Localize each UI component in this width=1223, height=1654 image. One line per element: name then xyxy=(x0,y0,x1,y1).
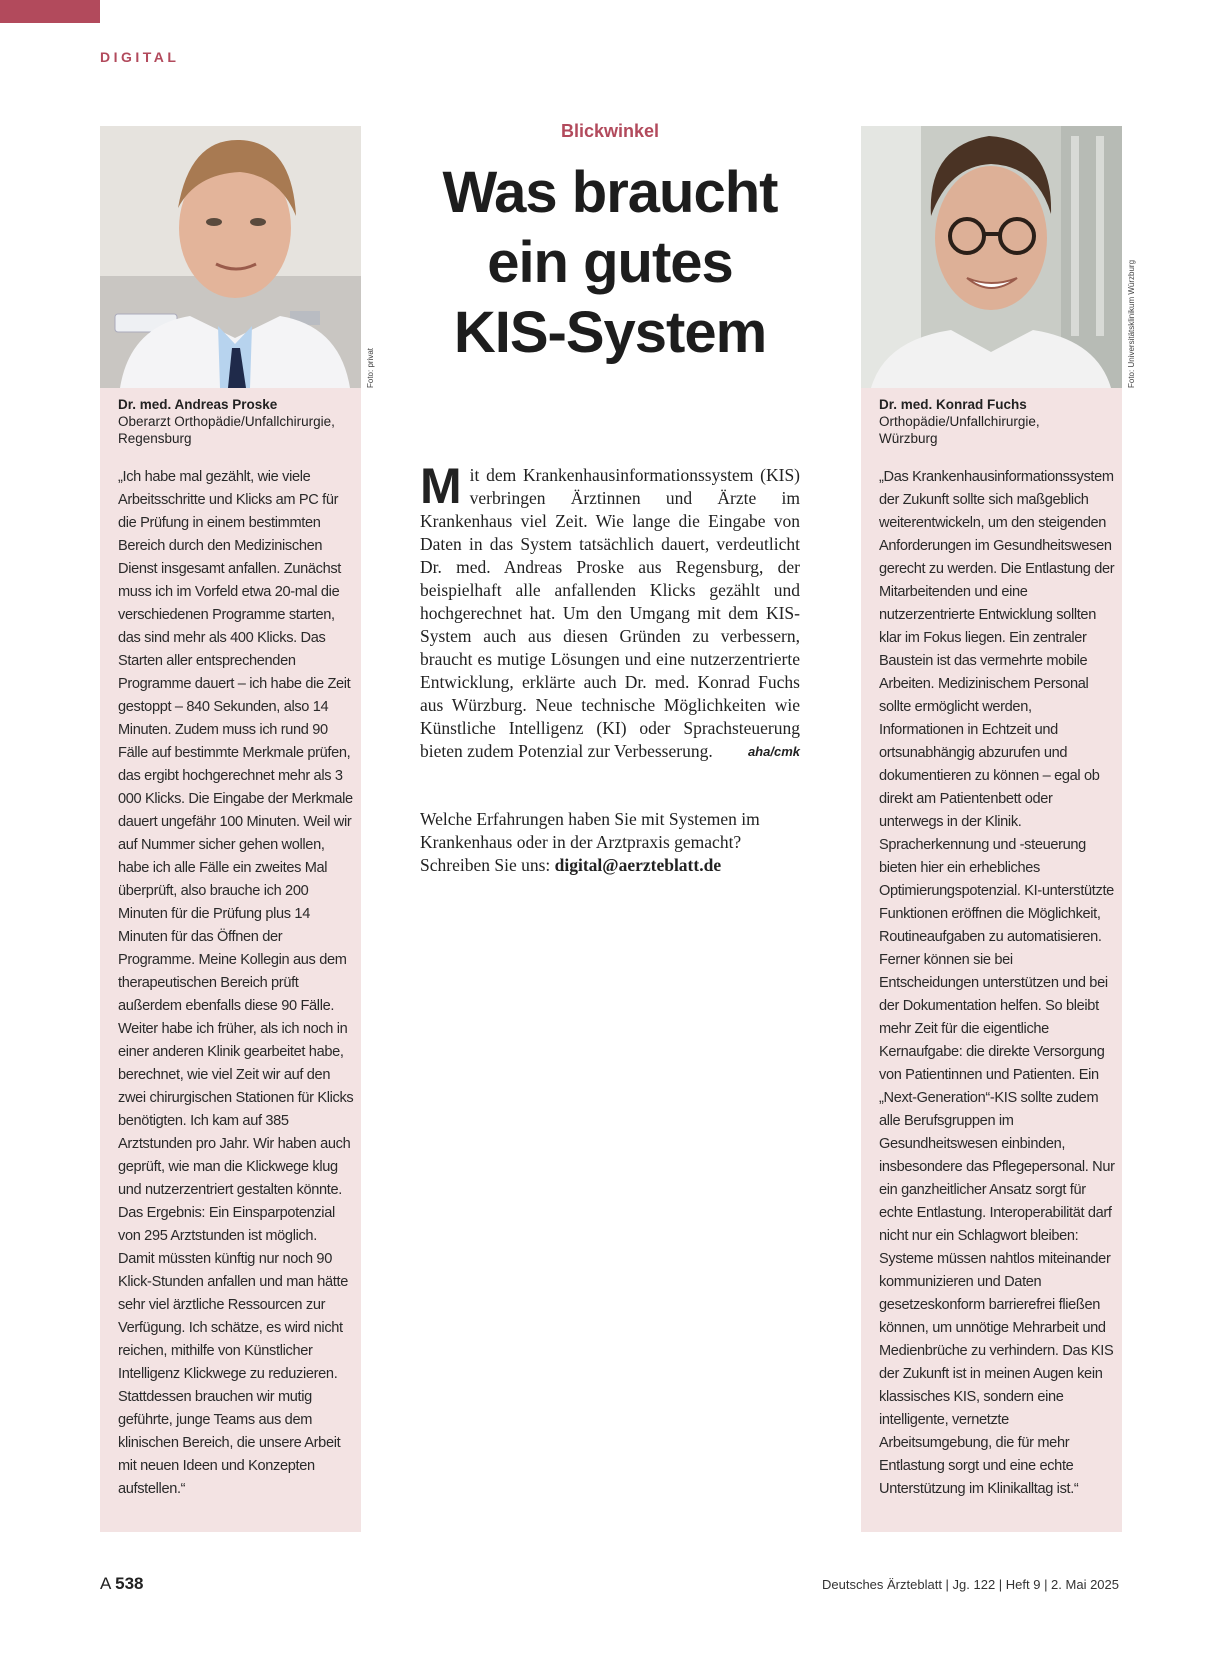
page-prefix: A xyxy=(100,1574,111,1593)
headline xyxy=(400,158,820,368)
portrait-photo-fuchs xyxy=(861,126,1122,388)
photo-credit-left: Foto: privat xyxy=(366,347,375,388)
right-interview-panel xyxy=(861,126,1136,1532)
corner-accent-bar xyxy=(0,0,100,23)
left-interview-panel xyxy=(100,126,375,1532)
page-number xyxy=(100,1574,144,1594)
kicker: Blickwinkel xyxy=(560,121,660,141)
interview-quote-right: „Das Krankenhausinformationssystem der Zukunft sollte sich maßgeblich weiterentwickeln, um den steigenden Anforderungen im Gesundheitswesen gerecht zu werden. Die Entlastung der Mitarbeitenden und eine nutzerzentrierte Entwicklung sollten klar im Fokus liegen. Ein zentraler Baustein ist das vermehrte mobile Arbeiten. Medizinischem Personal sollte ermöglicht werden, Informationen in Echtzeit und ortsunabhängig abzurufen und dokumentieren zu können – egal ob direkt am Patientenbett oder unterwegs in der Klinik. Spracherkennung und -steuerung bieten hier ein erhebliches Optimierungspotenzial. KI-unterstützte Funktionen eröffnen die Möglichkeit, Routineaufgaben zu automatisieren. Ferner können sie bei Entscheidungen unterstützen und bei der Dokumentation helfen. So bleibt mehr Zeit für die eigentliche Kernaufgabe: die direkte Versorgung von Patientinnen und Patienten. Ein „Next-Generation“-KIS sollte zudem alle Berufsgruppen im Gesundheitswesen einbinden, insbesondere das Pflegepersonal. Nur ein ganzheitlicher Ansatz sorgt für echte Entlastung. Interoperabilität darf nicht nur ein Schlagwort bleiben: Systeme müssen nahtlos miteinander kommunizieren und Daten gesetzeskonform barrierefrei fließen können, um unnötige Mehrarbeit und Medienbrüche zu verhindern. Das KIS der Zukunft ist in meinen Augen kein klassisches KIS, sondern eine intelligente, vernetzte Arbeitsumgebung, die für mehr Entlastung sorgt und eine echte Unterstützung im Klinikalltag ist.“ xyxy=(879,469,1115,1497)
person-info-right xyxy=(879,396,1115,447)
person-name: Dr. med. Andreas Proske xyxy=(118,397,278,412)
contact-email-link[interactable]: digital@aerzteblatt.de xyxy=(554,855,722,875)
section-label: DIGITAL xyxy=(100,49,180,65)
publication-info: Deutsches Ärzteblatt | Jg. 122 | Heft 9 | 2. Mai 2025 xyxy=(821,1577,1119,1592)
portrait-photo-proske xyxy=(100,126,361,388)
dropcap: M xyxy=(420,458,462,514)
headline-line: ein gutes xyxy=(487,230,733,295)
headline-line: KIS-System xyxy=(453,300,767,365)
interview-quote-left: „Ich habe mal gezählt, wie viele Arbeitsschritte und Klicks am PC für die Prüfung in einem bestimmten Bereich durch den Medizinischen Dienst insgesamt anfallen. Zunächst muss ich im Vorfeld etwa 20-mal die verschiedenen Programme starten, das sind mehr als 400 Klicks. Das Starten aller entsprechenden Programme dauert – ich habe die Zeit gestoppt – 840 Sekunden, also 14 Minuten. Zudem muss ich rund 90 Fälle auf bestimmte Merkmale prüfen, das ergibt hochgerechnet mehr als 3 000 Klicks. Die Eingabe der Merkmale dauert ungefähr 100 Minuten. Weil wir auf Nummer sicher gehen wollen, habe ich alle Fälle ein zweites Mal überprüft, also brauche ich 200 Minuten für die Prüfung plus 14 Minuten für das Öffnen der Programme. Meine Kollegin aus dem therapeutischen Bereich prüft außerdem ebenfalls diese 90 Fälle. Weiter habe ich früher, als ich noch in einer anderen Klinik gearbeitet habe, berechnet, wie viel Zeit wir auf den zwei chirurgischen Stationen für Klicks benötigten. Ich kam auf 385 Arztstunden pro Jahr. Wir haben auch geprüft, wie man die Klickwege klug und nutzerzentriert gestalten könnte. Das Ergebnis: Ein Einsparpotenzial von 295 Arztstunden ist möglich. Damit müssten künftig nur noch 90 Klick-Stunden anfallen und man hätte sehr viel ärztliche Ressourcen zur Verfügung. Ich schätze, es wird nicht reichen, mithilfe von Künstlicher Intelligenz Klickwege zu reduzieren. Stattdessen brauchen wir mutig geführte, junge Teams aus dem klinischen Bereich, die unsere Arbeit mit neuen Ideen und Konzepten aufstellen.“ xyxy=(118,469,354,1497)
person-name: Dr. med. Konrad Fuchs xyxy=(879,397,1027,412)
callout-text: Welche Erfahrungen haben Sie mit Systemen im Krankenhaus oder in der Arztpraxis gemacht? Schreiben Sie uns: xyxy=(420,809,760,875)
person-role-line: Würzburg xyxy=(879,431,938,446)
author-initials: aha/cmk xyxy=(747,744,800,759)
headline-line: Was braucht xyxy=(442,160,778,225)
reader-callout xyxy=(420,808,800,877)
page-number-value: 538 xyxy=(115,1574,144,1593)
person-role-line: Orthopädie/Unfallchirurgie, xyxy=(879,414,1040,429)
lead-text: it dem Krankenhausinformationssystem (KIS) verbringen Ärztinnen und Ärzte im Krankenhaus viel Zeit. Wie lange die Eingabe von Daten in das System tatsächlich dauert, verdeutlicht Dr. med. Andreas Proske aus Regensburg, der beispielhaft alle anfallenden Klicks gezählt und hochgerechnet hat. Um den Umgang mit dem KIS-System auch aus diesen Gründen zu verbessern, braucht es mutige Lösungen und eine nutzerzentrierte Entwicklung, erklärte auch Dr. med. Konrad Fuchs aus Würzburg. Neue technische Möglichkeiten wie Künstliche Intelligenz (KI) oder Sprachsteuerung bieten zudem Potenzial zur Verbesserung. xyxy=(420,465,800,761)
lead-paragraph xyxy=(420,458,800,763)
person-role-line: Oberarzt Orthopädie/Unfallchirurgie, xyxy=(118,414,335,429)
photo-credit-right: Foto: Universitätsklinikum Würzburg xyxy=(1127,259,1136,388)
person-info-left xyxy=(118,396,354,447)
person-role-line: Regensburg xyxy=(118,431,192,446)
